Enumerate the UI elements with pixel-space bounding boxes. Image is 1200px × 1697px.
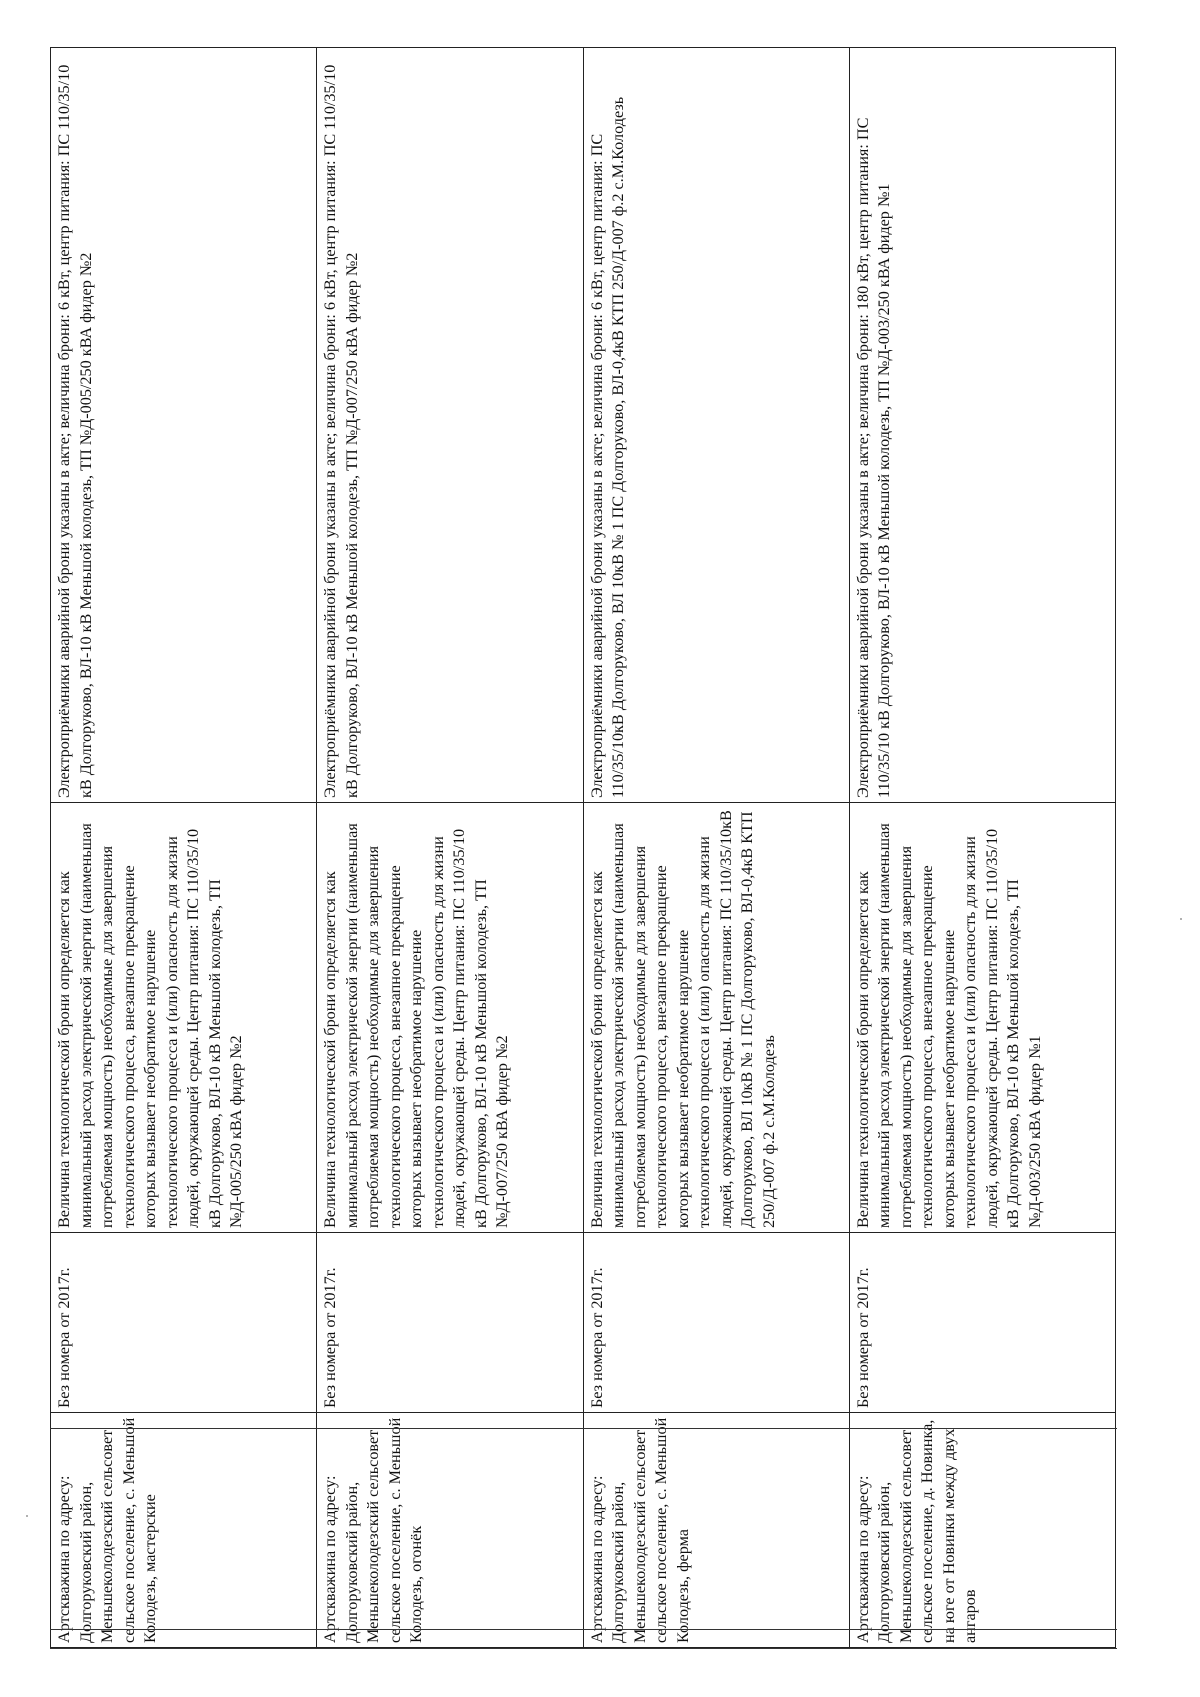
reservation-table bbox=[50, 47, 1116, 1648]
horizontal-rule bbox=[50, 1428, 1117, 1429]
table-row bbox=[317, 48, 583, 1648]
emergency-reserve-cell: Электроприёмники аварийной брони указаны в акте; величина брони: 6 кВт, центр питания: ПС 110/35/10кВ Долгоруково, ВЛ 10кВ № 1 ПС Долгоруково, ВЛ-0,4кВ КТП 250/Д-007 ф.2 с.М.Колодезь bbox=[583, 48, 849, 803]
emergency-reserve-cell: Электроприёмники аварийной брони указаны в акте; величина брони: 6 кВт, центр питания: ПС 110/35/10 кВ Долгоруково, ВЛ-10 кВ Меньшой колодезь, ТП №Д-007/250 кВА фидер №2 bbox=[317, 48, 583, 803]
document-cell: Без номера от 2017г. bbox=[849, 1233, 1115, 1413]
scan-speck bbox=[26, 1515, 28, 1517]
address-cell: Артскважина по адресу: Долгоруковский район, Меньшеколодезский сельсовет сельское поселение, с. Меньшой Колодезь, ферма bbox=[583, 1413, 849, 1648]
address-cell: Артскважина по адресу: Долгоруковский район, Меньшеколодезский сельсовет сельское поселение, д. Новинка, на юге от Новинки между двух ангаров bbox=[849, 1413, 1115, 1648]
technological-reserve-cell: Величина технологической брони определяется как минимальный расход электрической энергии (наименьшая потребляемая мощность) необходимые для завершения технологического процесса, внезапное прекращение которых вызывает необратимое нарушение технологического процесса и (или) опасность для жизни людей, окружающей среды. Центр питания: ПС 110/35/10кВ Долгоруково, ВЛ 10кВ № 1 ПС Долгоруково, ВЛ-0,4кВ КТП 250/Д-007 ф.2 с.М.Колодезь bbox=[583, 803, 849, 1233]
document-cell: Без номера от 2017г. bbox=[317, 1233, 583, 1413]
technological-reserve-cell: Величина технологической брони определяется как минимальный расход электрической энергии (наименьшая потребляемая мощность) необходимые для завершения технологического процесса, внезапное прекращение которых вызывает необратимое нарушение технологического процесса и (или) опасность для жизни людей, окружающей среды. Центр питания: ПС 110/35/10 кВ Долгоруково, ВЛ-10 кВ Меньшой колодезь, ТП №Д-007/250 кВА фидер №2 bbox=[317, 803, 583, 1233]
rotated-table-container bbox=[50, 48, 1115, 1648]
horizontal-rule bbox=[50, 1648, 1117, 1649]
horizontal-rule bbox=[50, 1629, 1117, 1630]
address-cell: Артскважина по адресу: Долгоруковский район, Меньшеколодезский сельсовет сельское поселение, с. Меньшой Колодезь, огонёк bbox=[317, 1413, 583, 1648]
emergency-reserve-cell: Электроприёмники аварийной брони указаны в акте; величина брони: 6 кВт, центр питания: ПС 110/35/10 кВ Долгоруково, ВЛ-10 кВ Меньшой колодезь, ТП №Д-005/250 кВА фидер №2 bbox=[51, 48, 317, 803]
document-cell: Без номера от 2017г. bbox=[583, 1233, 849, 1413]
document-cell: Без номера от 2017г. bbox=[51, 1233, 317, 1413]
table-row bbox=[849, 48, 1115, 1648]
address-cell: Артскважина по адресу: Долгоруковский район, Меньшеколодезский сельсовет сельское поселение, с. Меньшой Колодезь, мастерские bbox=[51, 1413, 317, 1648]
table-row bbox=[51, 48, 317, 1648]
scan-speck bbox=[1180, 918, 1182, 920]
technological-reserve-cell: Величина технологической брони определяется как минимальный расход электрической энергии (наименьшая потребляемая мощность) необходимые для завершения технологического процесса, внезапное прекращение которых вызывает необратимое нарушение технологического процесса и (или) опасность для жизни людей, окружающей среды. Центр питания: ПС 110/35/10 кВ Долгоруково, ВЛ-10 кВ Меньшой колодезь, ТП №Д-003/250 кВА фидер №1 bbox=[849, 803, 1115, 1233]
technological-reserve-cell: Величина технологической брони определяется как минимальный расход электрической энергии (наименьшая потребляемая мощность) необходимые для завершения технологического процесса, внезапное прекращение которых вызывает необратимое нарушение технологического процесса и (или) опасность для жизни людей, окружающей среды. Центр питания: ПС 110/35/10 кВ Долгоруково, ВЛ-10 кВ Меньшой колодезь, ТП №Д-005/250 кВА фидер №2 bbox=[51, 803, 317, 1233]
emergency-reserve-cell: Электроприёмники аварийной брони указаны в акте; величина брони: 180 кВт, центр питания: ПС 110/35/10 кВ Долгоруково, ВЛ-10 кВ Меньшой колодезь, ТП №Д-003/250 кВА фидер №1 bbox=[849, 48, 1115, 803]
table-row bbox=[583, 48, 849, 1648]
